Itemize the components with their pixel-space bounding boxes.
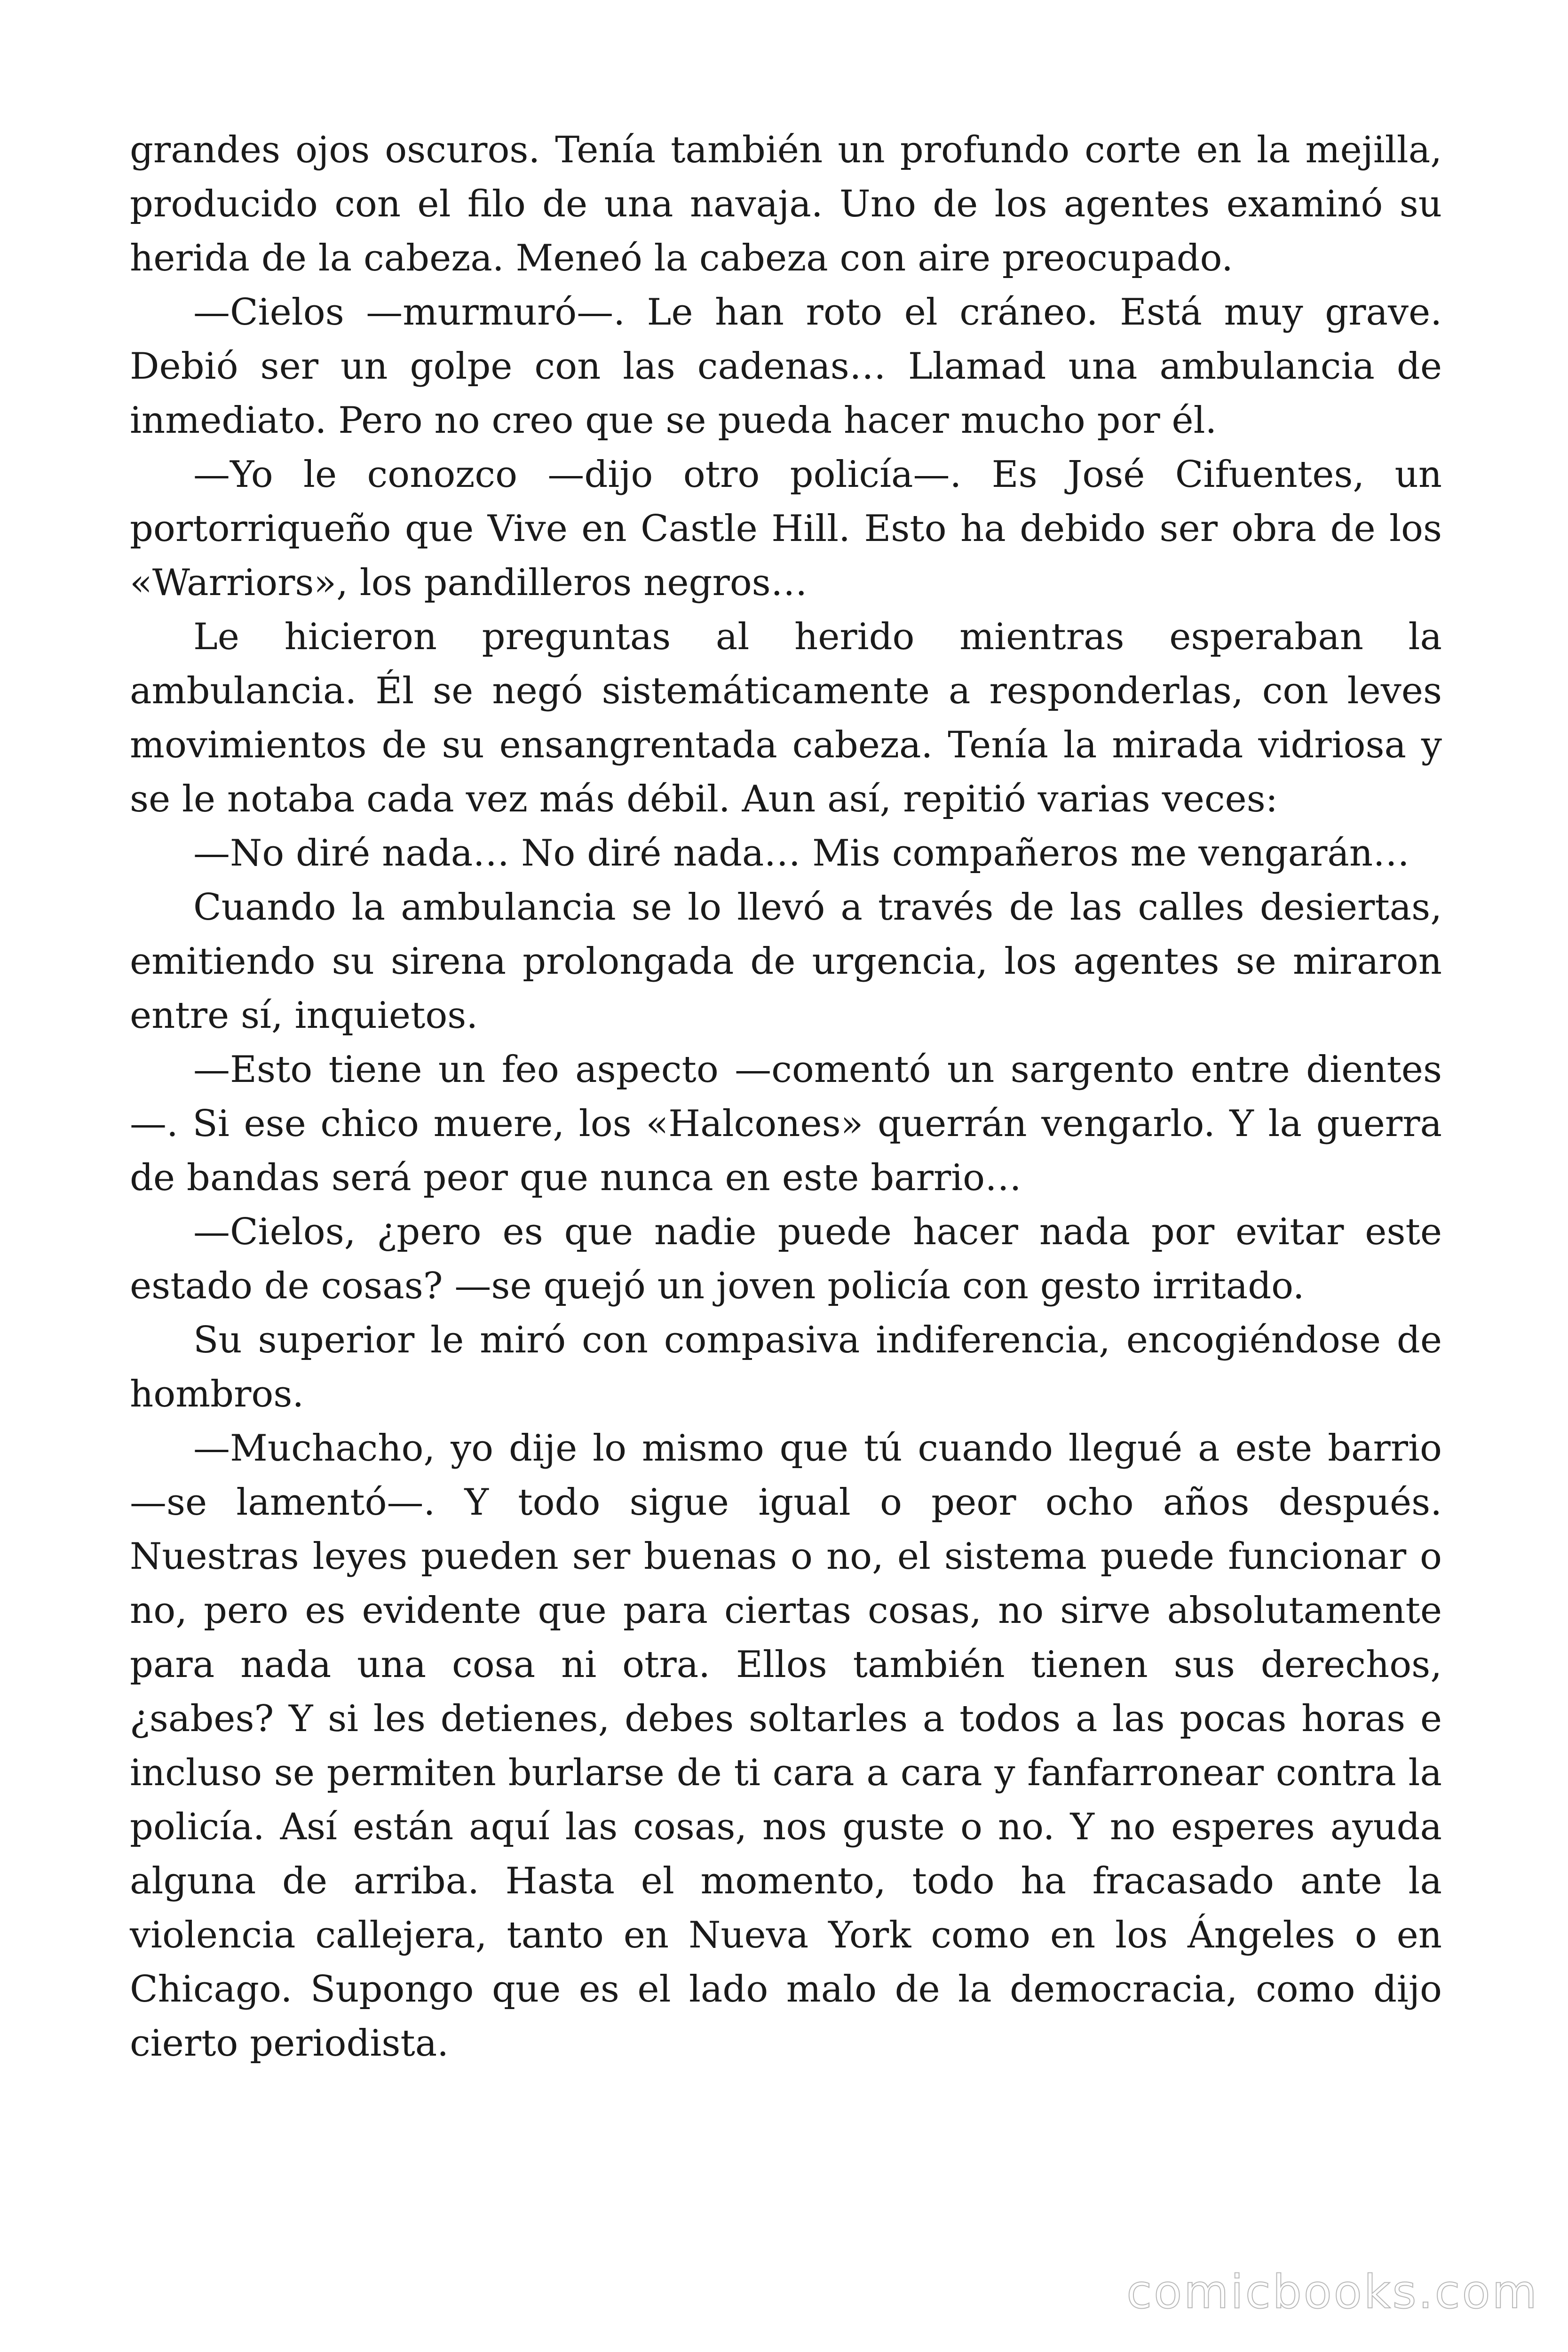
paragraph: —Yo le conozco —dijo otro policía—. Es José Cifuentes, un portorriqueño que Vive en Castle Hill. Esto ha debido ser obra de los «Warriors», los pandilleros negros… — [130, 453, 1442, 604]
paragraph: —Cielos, ¿pero es que nadie puede hacer nada por evitar este estado de cosas? —se quejó un joven policía con gesto irritado. — [130, 1211, 1442, 1307]
paragraph: —Cielos —murmuró—. Le han roto el cráneo. Está muy grave. Debió ser un golpe con las cadenas… Llamad una ambulancia de inmediato. Pero no creo que se pueda hacer mucho por él. — [130, 291, 1442, 442]
paragraph: —Muchacho, yo dije lo mismo que tú cuando llegué a este barrio —se lamentó—. Y todo sigue igual o peor ocho años después. Nuestras leyes pueden ser buenas o no, el sistema puede funcionar o no, pero es evidente que para ciertas cosas, no sirve absolutamente para nada una cosa ni otra. Ellos también tienen sus derechos, ¿sabes? Y si les detienes, debes soltarles a todos a las pocas horas e incluso se permiten burlarse de ti cara a cara y fanfarronear contra la policía. Así están aquí las cosas, nos guste o no. Y no esperes ayuda alguna de arriba. Hasta el momento, todo ha fracasado ante la violencia callejera, tanto en Nueva York como en los Ángeles o en Chicago. Supongo que es el lado malo de la democracia, como dijo cierto periodista. — [130, 1427, 1442, 2065]
paragraph: Su superior le miró con compasiva indiferencia, encogiéndose de hombros. — [130, 1319, 1442, 1415]
paragraph: grandes ojos oscuros. Tenía también un profundo corte en la mejilla, producido con el filo de una navaja. Uno de los agentes examinó su herida de la cabeza. Meneó la cabeza con aire preocupado. — [130, 129, 1442, 279]
paragraph: —No diré nada… No diré nada… Mis compañeros me vengarán… — [193, 832, 1410, 874]
body-text — [130, 123, 1442, 2071]
watermark: comicbooks.com — [1126, 2265, 1539, 2319]
paragraph: Le hicieron preguntas al herido mientras esperaban la ambulancia. Él se negó sistemáticamente a responderlas, con leves movimientos de su ensangrentada cabeza. Tenía la mirada vidriosa y se le notaba cada vez más débil. Aun así, repitió varias veces: — [130, 616, 1442, 820]
paragraph: —Esto tiene un feo aspecto —comentó un sargento entre dientes —. Si ese chico muere, los «Halcones» querrán vengarlo. Y la guerra de bandas será peor que nunca en este barrio… — [130, 1049, 1442, 1199]
paragraph: Cuando la ambulancia se lo llevó a través de las calles desiertas, emitiendo su sirena prolongada de urgencia, los agentes se miraron entre sí, inquietos. — [130, 886, 1442, 1037]
